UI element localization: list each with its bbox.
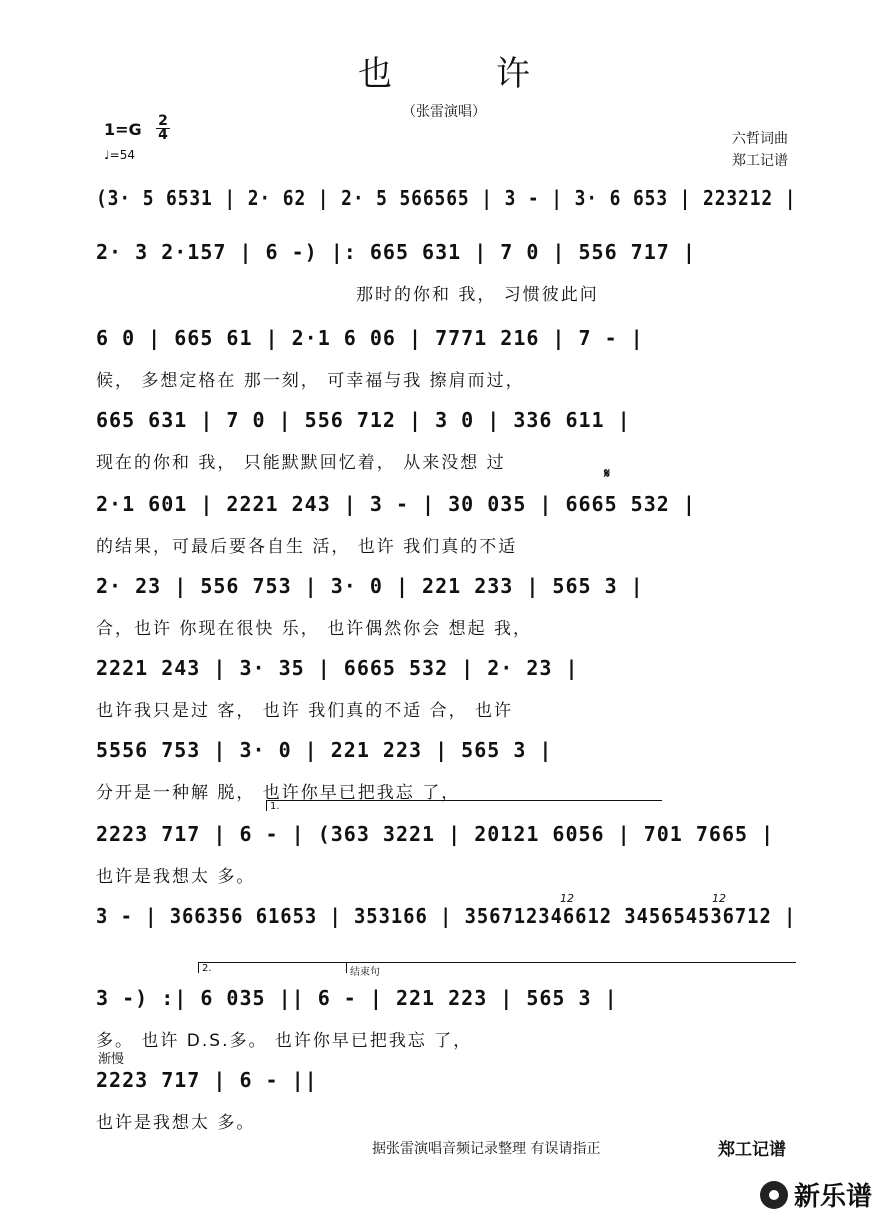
volta-1-label: 1. (270, 801, 280, 812)
notes-line (96, 652, 800, 686)
notes-line (96, 818, 800, 852)
notes-line (96, 570, 800, 604)
notes-line (96, 236, 800, 270)
tempo-marking: ♩=54 (104, 148, 135, 162)
key-signature: 1=G (104, 120, 142, 139)
jianpu-notes: 6 0 | 665 61 | 2·1 6 06 | 7771 216 | 7 - | (96, 326, 644, 350)
notes-line (96, 900, 800, 934)
credits-words-music: 六哲词曲 (732, 131, 788, 147)
lyrics-line: 也许我只是过 客， 也许 我们真的不适 合， 也许 (96, 701, 514, 721)
jianpu-notes: 5556 753 | 3· 0 | 221 223 | 565 3 | (96, 738, 553, 762)
site-logo (760, 1176, 872, 1213)
volta-2 (198, 962, 348, 973)
lyrics-line: 分开是一种解 脱， 也许你早已把我忘 了， (96, 783, 461, 803)
lyrics-line: 的结果，可最后要各自生 活， 也许 我们真的不适 (96, 537, 518, 557)
jianpu-notes: 3 -) :| 6 035 || 6 - | 221 223 | 565 3 | (96, 986, 618, 1010)
jianpu-notes: 2· 23 | 556 753 | 3· 0 | 221 233 | 565 3 | (96, 574, 644, 598)
lyrics-line: 现在的你和 我， 只能默默回忆着， 从来没想 过 (96, 453, 506, 473)
time-signature (156, 115, 170, 142)
tuplet-label-2: 12 (712, 892, 726, 905)
credits-transcriber: 郑工记谱 (732, 153, 788, 169)
site-logo-text: 新乐谱 (794, 1182, 873, 1212)
jianpu-notes: 665 631 | 7 0 | 556 712 | 3 0 | 336 611 | (96, 408, 631, 432)
segno-mark: 𝄋 (604, 466, 611, 482)
notes-line (96, 404, 800, 438)
jianpu-notes: 3 - | 366356 61653 | 353166 | 356712346612 345654536712 | (96, 904, 797, 928)
footer-note: 据张雷演唱音频记录整理 有误请指正 (372, 1141, 601, 1157)
jianpu-notes: 2·1 601 | 2221 243 | 3 - | 30 035 | 6665 532 | (96, 492, 696, 516)
beam-lines (96, 900, 800, 952)
notes-line (96, 982, 800, 1016)
ending-bracket (346, 962, 796, 978)
jianpu-notes: 2223 717 | 6 - | (363 3221 | 20121 6056 | 701 7665 | (96, 822, 775, 846)
lyrics-line: 候， 多想定格在 那一刻， 可幸福与我 擦肩而过， (96, 371, 525, 391)
ending-label: 结束句 (350, 967, 380, 978)
volta-2-label: 2. (202, 963, 212, 974)
song-subtitle: （张雷演唱） (402, 104, 486, 120)
notes-line (96, 488, 800, 522)
song-title: 也许 (358, 54, 634, 94)
tuplet-label-1: 12 (560, 892, 574, 905)
jianpu-notes: 2· 3 2·157 | 6 -) |: 665 631 | 7 0 | 556 717 | (96, 240, 696, 264)
lyrics-line: 也许是我想太 多。 (96, 867, 256, 887)
time-signature-bottom: 4 (156, 128, 170, 142)
lyrics-line: 合，也许 你现在很快 乐， 也许偶然你会 想起 我， (96, 619, 533, 639)
lyrics-line: 多。 也许 D.S.多。 也许你早已把我忘 了， (96, 1031, 473, 1051)
notes-line (96, 182, 800, 216)
jianpu-notes: 2221 243 | 3· 35 | 6665 532 | 2· 23 | (96, 656, 579, 680)
music-disc-icon (760, 1181, 788, 1209)
lyrics-line: 那时的你和 我， 习惯彼此问 (356, 285, 599, 305)
volta-1 (266, 800, 662, 811)
notes-line (96, 322, 800, 356)
jianpu-notes: 2223 717 | 6 - || (96, 1068, 318, 1092)
notes-line (96, 1064, 800, 1098)
ritardando-mark: 渐慢 (98, 1052, 125, 1067)
time-signature-top: 2 (158, 113, 168, 129)
footer-signature: 郑工记谱 (718, 1140, 786, 1160)
jianpu-notes: (3· 5 6531 | 2· 62 | 2· 5 566565 | 3 - | 3· 6 653 | 223212 | (96, 186, 797, 210)
beam-lines (96, 182, 800, 234)
notes-line (96, 734, 800, 768)
lyrics-line: 也许是我想太 多。 (96, 1113, 256, 1133)
